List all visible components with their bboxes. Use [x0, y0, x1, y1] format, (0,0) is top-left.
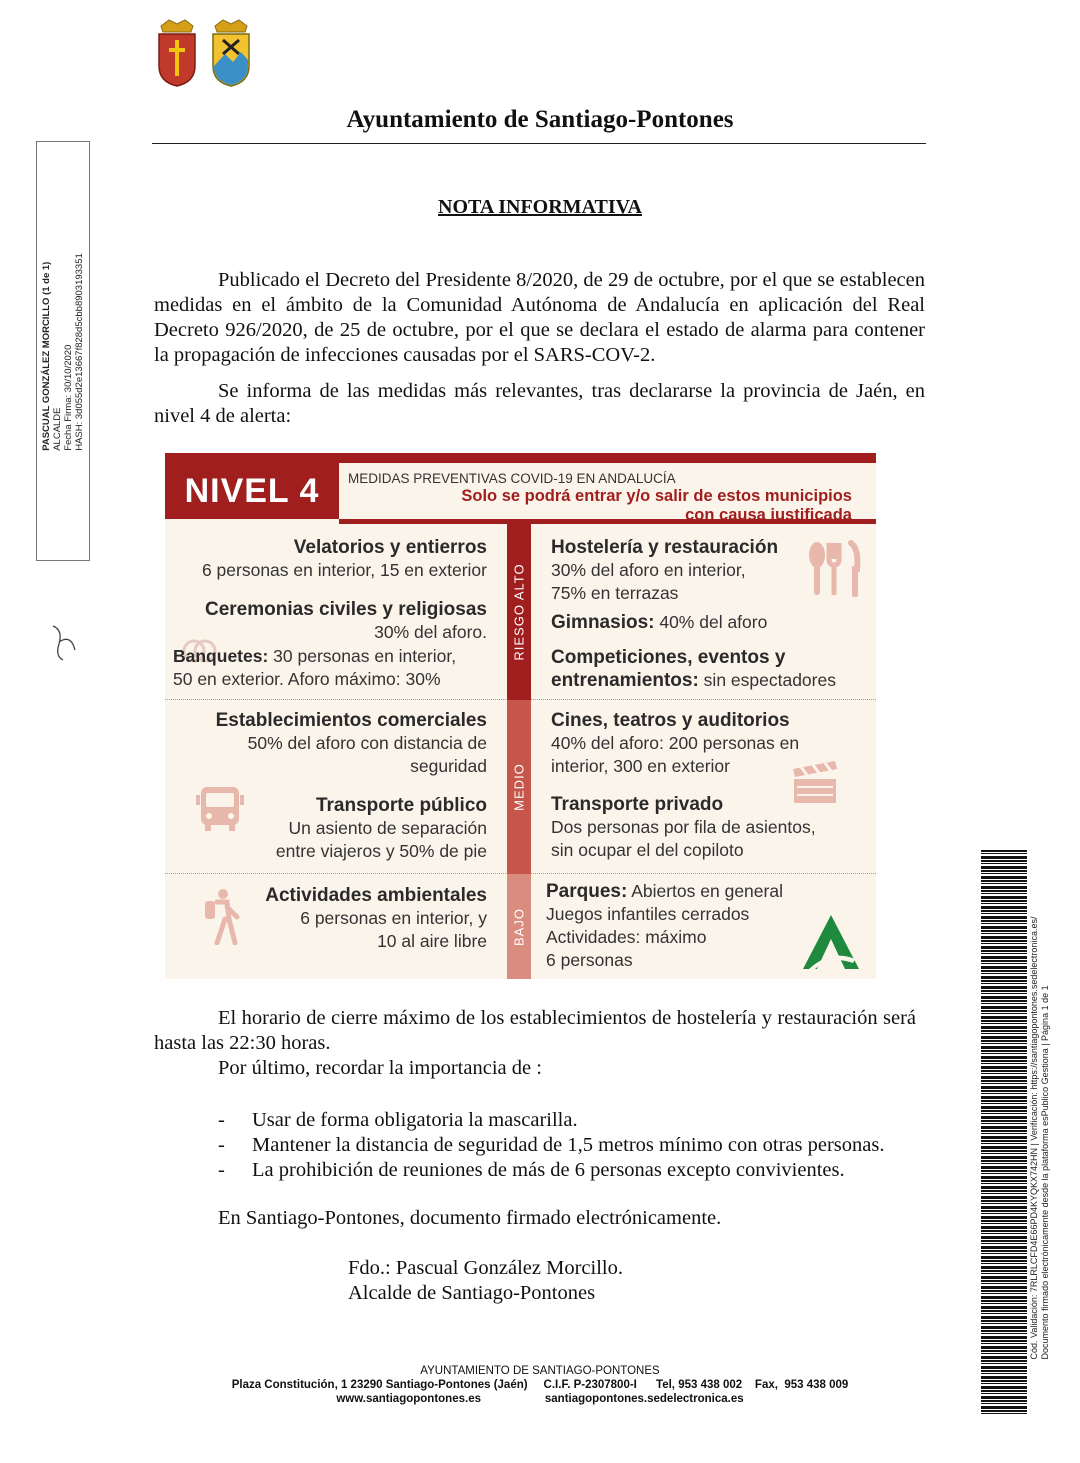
infographic-title: MEDIDAS PREVENTIVAS COVID-19 EN ANDALUCÍA	[348, 471, 676, 486]
band-medio-label: MEDIO	[511, 763, 527, 811]
banquetes-label: Banquetes:	[173, 646, 269, 666]
comercios-desc-1: 50% del aforo con distancia de	[247, 733, 487, 753]
paragraph-reminder: Por último, recordar la importancia de :	[218, 1057, 542, 1079]
validation-text	[1029, 917, 1051, 1360]
paragraph-decree: Publicado el Decreto del Presidente 8/2020, de 29 de octubre, por el que se establecen medidas en el ámbito de la Comunidad Autónoma de Andalucía en aplicación del Real Decreto 926/2020, de 25 de octubre, por el que se declara el estado de alarma para contener la propagación de infecciones causadas por el SARS-COV-2.	[154, 269, 925, 366]
hosteleria-desc-2: 75% en terrazas	[551, 583, 679, 603]
cines-title: Cines, teatros y auditorios	[551, 710, 790, 731]
velatorios-title: Velatorios y entierros	[293, 537, 487, 558]
coat-of-arms-santiago-icon	[155, 18, 199, 88]
comercios-title: Establecimientos comerciales	[215, 710, 487, 731]
banquetes-desc-1: 30 personas en interior,	[268, 646, 457, 666]
gimnasios-block	[551, 611, 871, 634]
signature-name: Fdo.: Pascual González Morcillo.	[348, 1257, 623, 1279]
parques-line-2: Juegos infantiles cerrados	[546, 904, 750, 924]
banquetes-desc-2: 50 en exterior. Aforo máximo: 30%	[173, 669, 441, 689]
hosteleria-desc-1: 30% del aforo en interior,	[551, 560, 746, 580]
list-item	[218, 1158, 884, 1183]
transporte-publico-desc-1: Un asiento de separación	[288, 818, 487, 838]
stamp-date: Fecha Firma: 30/10/2020	[63, 344, 74, 451]
banquetes-block	[173, 645, 503, 691]
comercios-desc-2: seguridad	[410, 756, 487, 776]
ambientales-desc-1: 6 personas en interior, y	[300, 908, 487, 928]
paragraph-closing-hours: El horario de cierre máximo de los establecimientos de hostelería y restauración será hasta las 22:30 horas.	[154, 1007, 916, 1054]
velatorios-desc: 6 personas en interior, 15 en exterior	[201, 560, 487, 580]
list-item	[218, 1133, 884, 1158]
bullet-dash: -	[218, 1134, 225, 1156]
parques-line-4: 6 personas	[546, 950, 633, 970]
cines-desc-1: 40% del aforo: 200 personas en	[551, 733, 800, 753]
footer	[0, 1364, 1080, 1406]
band-bajo	[507, 874, 531, 979]
hosteleria-title: Hostelería y restauración	[551, 537, 779, 558]
transporte-publico-block	[165, 794, 487, 863]
signature-block	[348, 1256, 848, 1306]
entrenamientos-label: entrenamientos:	[551, 670, 699, 691]
footer-org: AYUNTAMIENTO DE SANTIAGO-PONTONES	[420, 1365, 660, 1377]
document-heading: NOTA INFORMATIVA	[438, 196, 642, 218]
competiciones-block	[551, 646, 871, 692]
bullet-dash: -	[218, 1159, 225, 1181]
transporte-publico-title: Transporte público	[315, 795, 487, 816]
transporte-privado-desc-2: sin ocupar el del copiloto	[551, 840, 744, 860]
subtitle-line-2: con causa justificada	[685, 506, 852, 524]
validation-barcode	[981, 850, 1027, 1416]
fork-knife-icon	[803, 539, 861, 597]
comercios-block	[165, 709, 487, 778]
footer-websites: www.santiagopontones.es santiagopontones.sedelectronica.es	[336, 1393, 744, 1405]
infographic-subtitle	[412, 487, 852, 525]
reminder-list	[218, 1108, 884, 1183]
transporte-publico-desc-2: entre viajeros y 50% de pie	[275, 841, 487, 861]
covid-measures-infographic	[165, 453, 876, 979]
stamp-hash: HASH: 3d055d2e13667f828d5cbb8903193351	[74, 253, 85, 451]
bullet-dash: -	[218, 1109, 225, 1131]
ceremonias-desc: 30% del aforo.	[374, 622, 487, 642]
parques-label: Parques:	[546, 881, 628, 902]
band-bajo-label: BAJO	[511, 907, 527, 946]
list-item	[218, 1108, 884, 1133]
stamp-role: ALCALDE	[52, 407, 63, 451]
subtitle-line-1: Solo se podrá entrar y/o salir de estos municipios	[461, 487, 852, 505]
ambientales-desc-2: 10 al aire libre	[377, 931, 487, 951]
parques-line-3: Actividades: máximo	[546, 927, 707, 947]
gimnasios-desc: 40% del aforo	[654, 612, 768, 632]
competiciones-title: Competiciones, eventos y	[551, 647, 786, 668]
andalucia-logo-icon	[801, 913, 861, 971]
stamp-name: PASCUAL GONZÁLEZ MORCILLO (1 de 1)	[41, 261, 52, 451]
band-riesgo-alto	[507, 523, 531, 700]
bullet-text: Usar de forma obligatoria la mascarilla.	[252, 1109, 578, 1131]
coat-of-arms-pontones-icon	[209, 18, 253, 88]
validation-line-2: Documento firmado electrónicamente desde la plataforma esPublico Gestiona | Página 1 de 1	[1040, 985, 1050, 1360]
signature-role: Alcalde de Santiago-Pontones	[348, 1282, 596, 1304]
paragraph-signed: En Santiago-Pontones, documento firmado electrónicamente.	[218, 1207, 722, 1229]
handwritten-signature-icon	[49, 620, 79, 666]
ceremonias-title: Ceremonias civiles y religiosas	[205, 599, 487, 620]
entrenamientos-desc: sin espectadores	[698, 670, 836, 690]
header-divider	[152, 143, 926, 144]
ambientales-block	[165, 884, 487, 953]
band-alto-label: RIESGO ALTO	[511, 562, 527, 661]
transporte-privado-title: Transporte privado	[551, 794, 724, 815]
infographic-top-band	[165, 453, 876, 463]
page-title: Ayuntamiento de Santiago-Pontones	[346, 106, 734, 133]
ambientales-title: Actividades ambientales	[265, 885, 487, 906]
parques-desc: Abiertos en general	[627, 881, 783, 901]
velatorios-block	[165, 536, 487, 582]
cines-desc-2: interior, 300 en exterior	[551, 756, 730, 776]
transporte-privado-block	[551, 793, 871, 862]
bullet-text: La prohibición de reuniones de más de 6 personas excepto convivientes.	[252, 1159, 845, 1181]
footer-address: Plaza Constitución, 1 23290 Santiago-Pontones (Jaén) C.I.F. P-2307800-I Tel, 953 438 002 Fax, 953 438 009	[231, 1379, 849, 1391]
transporte-privado-desc-1: Dos personas por fila de asientos,	[551, 817, 816, 837]
paragraph-measures-intro: Se informa de las medidas más relevantes, tras declararse la provincia de Jaén, en nivel 4 de alerta:	[154, 380, 925, 427]
nivel-label: NIVEL 4	[165, 463, 339, 519]
validation-line-1: Cód. Validación: 7RLRLCFD4E66PD4KYQKX742HN | Verificación: https://santiagopontones.sedelectronica.es/	[1029, 916, 1039, 1360]
band-medio	[507, 700, 531, 874]
gimnasios-label: Gimnasios:	[551, 612, 655, 633]
bullet-text: Mantener la distancia de seguridad de 1,5 metros mínimo con otras personas.	[252, 1134, 885, 1156]
